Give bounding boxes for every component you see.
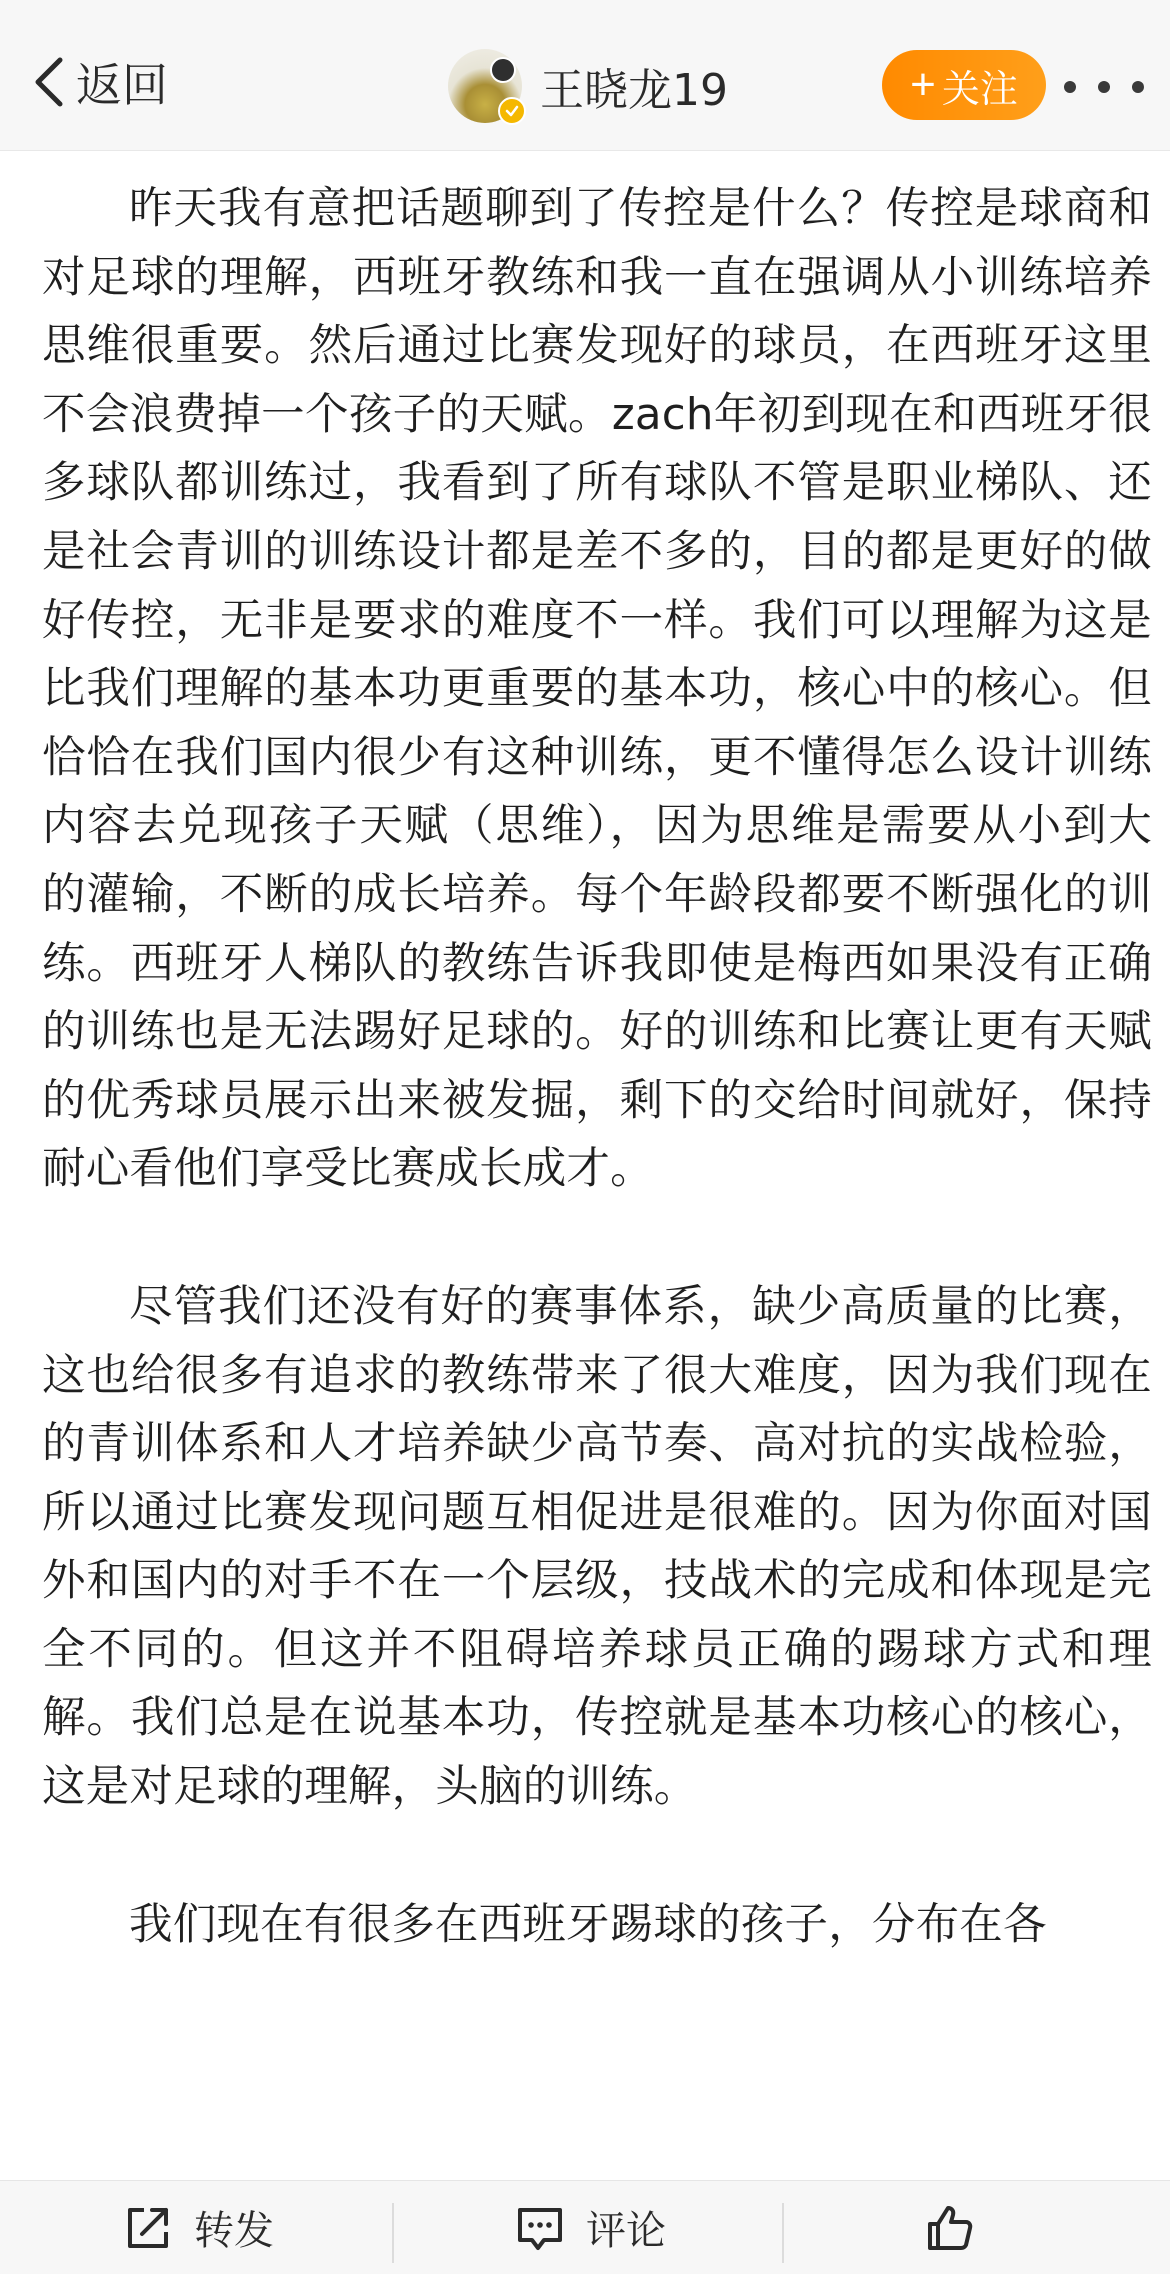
comment-icon <box>514 2202 566 2254</box>
repost-button[interactable] <box>122 2181 274 2274</box>
comment-label: 评论 <box>586 2208 666 2254</box>
like-button[interactable] <box>924 2181 976 2274</box>
toolbar-divider <box>782 2203 784 2263</box>
repost-icon <box>122 2202 174 2254</box>
back-button[interactable] <box>30 52 168 112</box>
verified-badge-icon <box>498 97 526 125</box>
author-profile[interactable] <box>448 46 728 126</box>
avatar[interactable] <box>448 49 522 123</box>
like-icon <box>924 2202 976 2254</box>
article-body <box>42 175 1152 1959</box>
author-name[interactable]: 王晓龙19 <box>540 65 728 116</box>
more-button[interactable] <box>1064 72 1144 102</box>
top-nav-bar <box>0 0 1170 151</box>
bottom-toolbar <box>0 2180 1170 2274</box>
follow-label: 关注 <box>941 68 1018 111</box>
article-paragraph: 我们现在有很多在西班牙踢球的孩子，分布在各 <box>129 1899 1047 1950</box>
more-icon-dot <box>1098 81 1110 93</box>
article-paragraph: 尽管我们还没有好的赛事体系，缺少高质量的比赛，这也给很多有追求的教练带来了很大难度，因为我们现在的青训体系和人才培养缺少高节奏、高对抗的实战检验，所以通过比赛发现问题互相促进是很难的。因为你面对国外和国内的对手不在一个层级，技战术的完成和体现是完全不同的。但这并不阻碍培养球员正确的踢球方式和理解。我们总是在说基本功，传控就是基本功核心的核心，这是对足球的理解，头脑的训练。 <box>42 1281 1152 1813</box>
more-icon-dot <box>1132 81 1144 93</box>
repost-label: 转发 <box>194 2208 274 2254</box>
follow-button[interactable] <box>882 50 1046 120</box>
comment-button[interactable] <box>514 2181 666 2274</box>
plus-icon: + <box>910 60 936 109</box>
back-chevron-icon <box>30 52 70 112</box>
more-icon <box>1064 81 1076 93</box>
article-paragraph: 昨天我有意把话题聊到了传控是什么？传控是球商和对足球的理解，西班牙教练和我一直在强调从小训练培养思维很重要。然后通过比赛发现好的球员，在西班牙这里不会浪费掉一个孩子的天赋。zach年初到现在和西班牙很多球队都训练过，我看到了所有球队不管是职业梯队、还是社会青训的训练设计都是差不多的，目的都是更好的做好传控，无非是要求的难度不一样。我们可以理解为这是比我们理解的基本功更重要的基本功，核心中的核心。但恰恰在我们国内很少有这种训练，更不懂得怎么设计训练内容去兑现孩子天赋（思维），因为思维是需要从小到大的灌输，不断的成长培养。每个年龄段都要不断强化的训练。西班牙人梯队的教练告诉我即使是梅西如果没有正确的训练也是无法踢好足球的。好的训练和比赛让更有天赋的优秀球员展示出来被发掘，剩下的交给时间就好，保持耐心看他们享受比赛成长成才。 <box>42 184 1152 1195</box>
back-label: 返回 <box>76 58 168 112</box>
avatar-ball-mark <box>490 57 516 83</box>
toolbar-divider <box>392 2203 394 2263</box>
